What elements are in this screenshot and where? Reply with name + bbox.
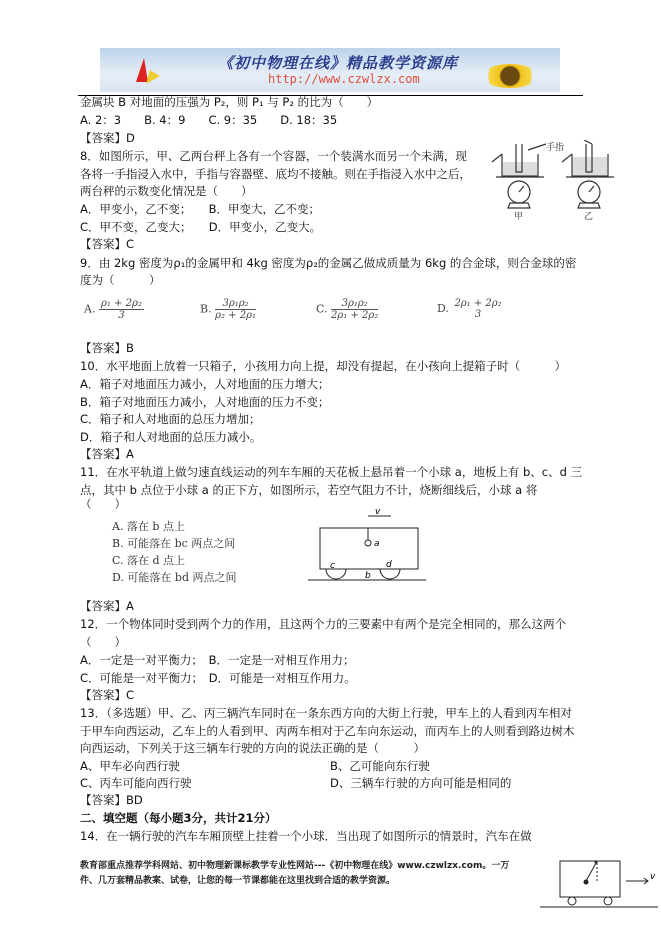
q13-text-1: 13．（多选题）甲、乙、丙三辆汽车同时在一条东西方向的大街上行驶，甲车上的人看到丙车相对 [80,706,572,720]
q12-options-cd: C．可能是一对平衡力； D．可能是一对相互作用力。 [80,671,356,685]
q7-answer: 【答案】D [80,131,135,145]
q8-text-2: 各将一手指浸入水中，手指与容器壁、底均不接触。则在手指浸入水中之后， [80,167,471,181]
q13-text-3: 向西运动，下列关于这三辆车行驶的方向的说法正确的是（ ） [80,741,425,755]
footer-line-2: 件、几万套精品教案、试卷，让您的每一节课都能在这里找到合适的教学资源。 [80,876,396,886]
q8-text-3: 两台秤的示数变化情况是（ ） [80,184,253,198]
q10-option-d: D．箱子和人对地面的总压力减小。 [80,430,262,444]
q8-answer: 【答案】C [80,237,135,251]
q9-option-c: C. $\frac{\text{3ρ₁ρ₂}}{\text{2ρ₁ + 2ρ₂}}$ [316,298,379,321]
yi-label: 乙 [584,212,594,220]
q11-text-1: 11．在水平轨道上做匀速直线运动的列车车厢的天花板上悬吊着一个小球 a，地板上有 b、c、d 三 [80,465,583,479]
a-label: a [374,539,380,549]
q13-option-a: A、甲车必向西行驶 [80,759,180,773]
q10-answer: 【答案】A [80,447,134,461]
header-banner [100,48,560,92]
q8-options-ab: A．甲变小，乙不变； B．甲变大，乙不变； [80,202,321,216]
q10-option-b: B．箱子对地面压力减小，人对地面的压力不变； [80,395,330,409]
q10-option-c: C．箱子和人对地面的总压力增加； [80,412,261,426]
q11-option-a: A. 落在 b 点上 [112,520,185,533]
q10-text: 10．水平地面上放着一只箱子，小孩用力向上提，却没有提起，在小孩向上提箱子时（ ） [80,359,567,373]
q14-text: 14．在一辆行驶的汽车车厢顶壁上挂着一个小球．当出现了如图所示的情景时，汽车在做 [80,829,532,843]
q9-answer: 【答案】B [80,341,134,355]
q11-option-d: D. 可能落在 bd 两点之间 [112,571,237,584]
q9-text-2: 度为（ ） [80,273,161,287]
q9-option-b: B. $\frac{\text{3ρ₁ρ₂}}{\text{ρ₂ + 2ρ₁}}$ [200,298,256,321]
q12-options-ab: A．一定是一对平衡力； B．一定是一对相互作用力； [80,653,355,667]
q8-options-cd: C．甲不变，乙变大； D．甲变小，乙变大。 [80,220,322,234]
q11-answer: 【答案】A [80,599,134,613]
banner-title: 《初中物理在线》精品教学资源库 [218,54,459,72]
q13-text-2: 于甲车向西运动，乙车上的人看到甲、丙两车相对于乙车向东运动，而丙车上的人则看到路边树木 [80,724,575,738]
q10-option-a: A．箱子对地面压力减小，人对地面的压力增大； [80,377,330,391]
q9-option-d: D. 2ρ₁ + 2ρ₂ 3 [437,298,502,320]
finger-label: 手指 [546,143,565,153]
b-label: b [365,571,371,581]
banner-url[interactable]: http://www.czwlzx.com [268,72,420,86]
q11-text-2: 点，其中 b 点位于小球 a 的正下方，如图所示，若空气阻力不计，烧断细线后，小球 a 将 [80,483,538,497]
q14-car-figure [540,857,660,909]
q13-answer: 【答案】BD [80,793,143,807]
site-logo-icon [130,56,166,86]
sunflower-image [482,64,538,88]
q13-option-d: D、三辆车行驶的方向可能是相同的 [330,776,512,790]
v-label: v [375,508,381,517]
c-label: c [330,561,335,571]
q12-answer: 【答案】C [80,688,135,702]
q7-options: A. 2：3 B. 4：9 C. 9：35 D. 18：35 [80,113,338,127]
q11-text-3: （ ） [80,497,126,511]
q8-scales-figure [488,140,623,220]
q11-train-figure [308,508,428,588]
q12-text-2: （ ） [80,635,126,649]
q9-option-a: A. $\frac{\text{ρ₁ + 2ρ₂}}{3}$ [84,298,142,321]
q8-text-1: 8．如图所示，甲、乙两台秤上各有一个容器，一个装满水而另一个未满，现 [80,149,467,163]
d-label: d [386,560,392,570]
footer-line-1: 教育部重点推荐学科网站、初中物理新课标教学专业性网站---《初中物理在线》www.czwlzx.com。一万 [80,861,510,871]
q11-option-c: C. 落在 d 点上 [112,554,186,567]
jia-label: 甲 [514,212,524,220]
q12-text-1: 12．一个物体同时受到两个力的作用，且这两个力的三要素中有两个是完全相同的，那么这两个 [80,617,567,631]
q9-text-1: 9．由 2kg 密度为ρ₁的金属甲和 4kg 密度为ρ₂的金属乙做成质量为 6kg 的合金球，则合金球的密 [80,256,577,270]
q13-option-b: B、乙可能向东行驶 [330,759,430,773]
q13-option-c: C、丙车可能向西行驶 [80,776,192,790]
section-heading: 二、填空题（每小题3分，共计21分） [80,811,277,825]
q7-tail: 金属块 B 对地面的压强为 P₂，则 P₁ 与 P₂ 的比为（ ） [80,95,379,109]
q11-option-b: B. 可能落在 bc 两点之间 [112,537,236,550]
v-label: v [650,872,656,882]
